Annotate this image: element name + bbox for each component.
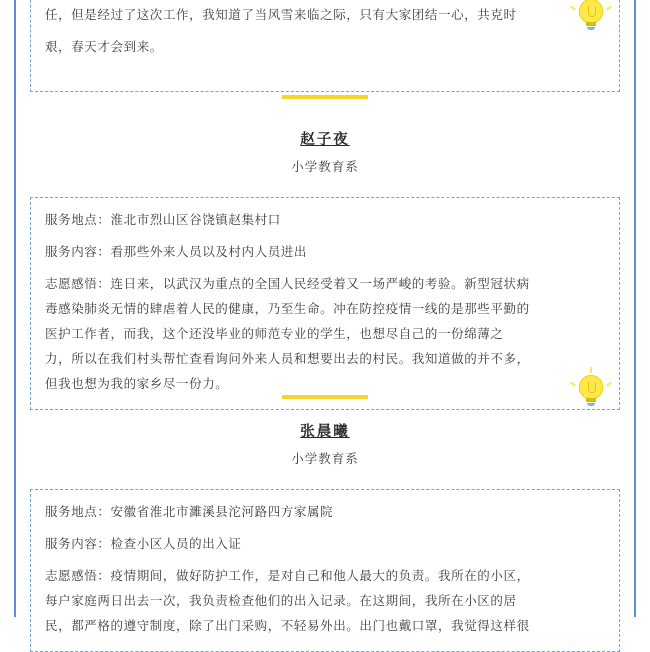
person-name: 张晨曦	[300, 424, 350, 440]
page-border-left	[14, 0, 16, 617]
entry-text-line: 服务内容：看那些外来人员以及村内人员进出	[45, 245, 308, 259]
entry-text-line: 但我也想为我的家乡尽一份力。	[45, 377, 229, 391]
entry-text-line: 医护工作者，而我，这个还没毕业的师范专业的学生，也想尽自己的一份绵薄之	[45, 327, 504, 341]
entry-zhang-chenxi	[30, 420, 620, 652]
entry-text-line: 志愿感悟：连日来，以武汉为重点的全国人民经受着又一场严峻的考验。新型冠状病	[45, 277, 530, 291]
entry-text-line: 毒感染肺炎无情的肆虐着人民的健康，乃至生命。冲在防控疫情一线的是那些平勤的	[45, 302, 530, 316]
person-name: 赵子夜	[300, 132, 350, 148]
entry-name-block	[30, 420, 620, 467]
page-border-right	[634, 0, 636, 617]
lightbulb-icon	[577, 0, 605, 39]
entry-text-line: 力，所以在我们村头帮忙查看询问外来人员和想要出去的村民。我知道做的并不多，	[45, 352, 530, 366]
entry-text-line: 每户家庭两日出去一次，我负责检查他们的出入记录。在这期间，我所在小区的居	[45, 594, 517, 608]
entry-text-line: 服务内容：检查小区人员的出入证	[45, 537, 242, 551]
entry-text-line: 艰，春天才会到来。	[45, 40, 163, 54]
entry-text-line: 任，但是经过了这次工作，我知道了当风雪来临之际，只有大家团结一心，共克时	[45, 8, 517, 22]
entry-zhao-ziye	[30, 128, 620, 410]
entry-name-block	[30, 128, 620, 175]
entry-text-line: 志愿感悟：疫情期间，做好防护工作，是对自己和他人最大的负责。我所在的小区，	[45, 569, 530, 583]
entry-text-line: 民，都严格的遵守制度，除了出门采购，不轻易外出。出门也戴口罩，我觉得这样很	[45, 619, 530, 633]
entry-card	[30, 489, 620, 652]
person-department: 小学教育系	[291, 160, 359, 174]
section-divider	[30, 388, 620, 406]
entry-card	[30, 197, 620, 410]
section-divider	[30, 88, 620, 106]
person-department: 小学教育系	[291, 452, 359, 466]
entry-card-top	[30, 0, 620, 92]
document-content	[30, 0, 620, 633]
entry-text-line: 服务地点：安徽省淮北市濉溪县沱河路四方家属院	[45, 505, 334, 519]
entry-text-line: 服务地点：淮北市烈山区谷饶镇赵集村口	[45, 213, 281, 227]
